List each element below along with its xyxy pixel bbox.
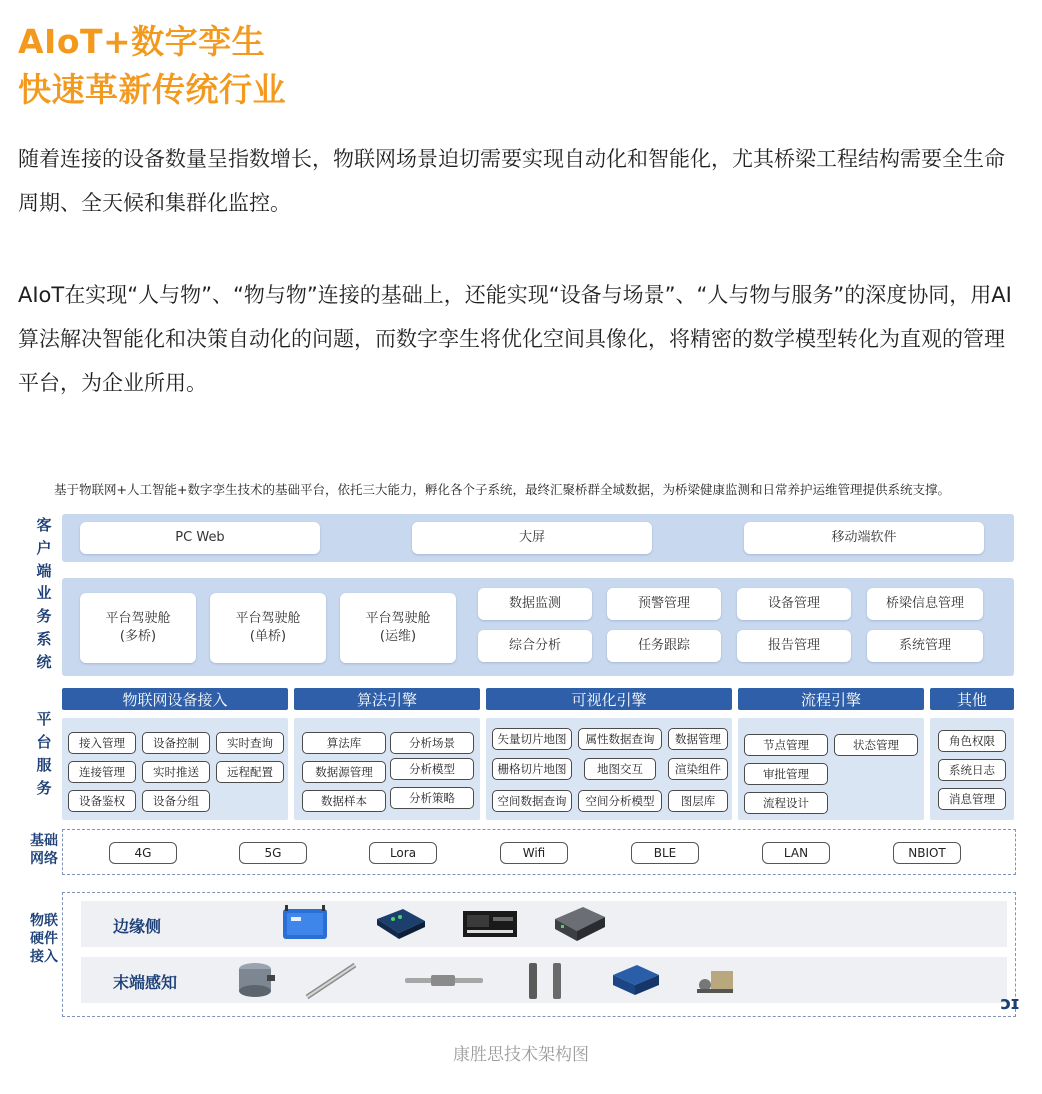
hardware-row-label: 物联 硬件 接入 <box>30 913 58 965</box>
chip-datasource-mgmt: 数据源管理 <box>302 761 386 783</box>
module-analysis: 综合分析 <box>478 630 592 662</box>
algorithm-engine-header: 算法引擎 <box>294 688 480 710</box>
module-system-management: 系统管理 <box>867 630 983 662</box>
chip-data-sample: 数据样本 <box>302 790 386 812</box>
net-lan: LAN <box>762 842 830 864</box>
cockpit-single-bridge <box>210 593 326 663</box>
diagram-intro-text: 基于物联网+人工智能+数字孪生技术的基础平台，依托三大能力，孵化各个子系统，最终汇聚桥群全域数据，为桥梁健康监测和日常养护运维管理提供系统支撑。 <box>54 482 950 497</box>
accelerometer-pair-icon <box>521 961 571 1001</box>
platform-row-label: 平 台 服 务 <box>36 710 52 797</box>
chip-message-mgmt: 消息管理 <box>938 788 1006 810</box>
chip-approval-mgmt: 审批管理 <box>744 763 828 785</box>
net-5g: 5G <box>239 842 307 864</box>
cockpit-operations <box>340 593 456 663</box>
chip-realtime-push: 实时推送 <box>142 761 210 783</box>
intro-paragraph: 随着连接的设备数量呈指数增长，物联网场景迫切需要实现自动化和智能化，尤其桥梁工程结构需要全生命周期、全天候和集群化监控。 <box>18 147 1005 215</box>
din-converter-device-icon <box>373 905 429 943</box>
displacement-sensor-icon <box>233 959 277 1001</box>
chip-map-interaction: 地图交互 <box>584 758 656 780</box>
edge-server-device-icon <box>551 903 609 945</box>
linear-sensor-icon <box>401 971 487 991</box>
chip-attribute-query: 属性数据查询 <box>578 728 662 750</box>
cockpit-single-title: 平台驾驶舱 <box>235 611 301 626</box>
module-data-monitoring: 数据监测 <box>478 588 592 620</box>
chip-access-mgmt: 接入管理 <box>68 732 136 754</box>
client-pc-web: PC Web <box>80 522 320 554</box>
strain-gauge-icon <box>301 961 361 1001</box>
iot-access-header: 物联网设备接入 <box>62 688 288 710</box>
other-header: 其他 <box>930 688 1014 710</box>
module-device-management: 设备管理 <box>737 588 851 620</box>
chip-state-mgmt: 状态管理 <box>834 734 918 756</box>
chip-connection-mgmt: 连接管理 <box>68 761 136 783</box>
client-big-screen: 大屏 <box>412 522 652 554</box>
other-panel <box>930 718 1014 820</box>
terminal-label: 末端感知 <box>113 973 178 992</box>
chip-analysis-scene: 分析场景 <box>390 732 474 754</box>
terminal-strip <box>81 957 1007 1003</box>
net-lora: Lora <box>369 842 437 864</box>
cockpit-ops-sub: (运维) <box>379 629 417 644</box>
chip-device-auth: 设备鉴权 <box>68 790 136 812</box>
net-nbiot: NBIOT <box>893 842 961 864</box>
visual-engine-header: 可视化引擎 <box>486 688 732 710</box>
chip-render-component: 渲染组件 <box>668 758 728 780</box>
algorithm-engine-panel <box>294 718 480 820</box>
module-bridge-info: 桥梁信息管理 <box>867 588 983 620</box>
client-row-label: 客 户 端 <box>36 516 52 580</box>
gateway-device-icon <box>281 905 329 943</box>
chip-device-group: 设备分组 <box>142 790 210 812</box>
iot-access-panel <box>62 718 288 820</box>
edge-strip <box>81 901 1007 947</box>
module-alert-management: 预警管理 <box>607 588 721 620</box>
net-wifi: Wifi <box>500 842 568 864</box>
chip-analysis-strategy: 分析策略 <box>390 787 474 809</box>
chip-node-mgmt: 节点管理 <box>744 734 828 756</box>
chip-data-mgmt: 数据管理 <box>668 728 728 750</box>
chip-workflow-design: 流程设计 <box>744 792 828 814</box>
edge-label: 边缘侧 <box>113 917 162 936</box>
cockpit-single-sub: (单桥) <box>249 629 287 644</box>
network-band <box>62 829 1016 875</box>
hardware-band <box>62 892 1019 1017</box>
cockpit-multi-sub: (多桥) <box>119 629 157 644</box>
chip-realtime-query: 实时查询 <box>216 732 284 754</box>
chip-layer-library: 图层库 <box>668 790 728 812</box>
chip-system-log: 系统日志 <box>938 759 1006 781</box>
watermark-fragment: ɔɪ <box>1000 993 1019 1014</box>
client-band <box>62 514 1014 562</box>
page-title-line1: AIoT+数字孪生 <box>18 22 266 61</box>
page-title-line2: 快速革新传统行业 <box>18 70 286 109</box>
network-row-label: 基础 网络 <box>30 833 58 867</box>
figure-caption: 康胜思技术架构图 <box>453 1045 589 1065</box>
net-ble: BLE <box>631 842 699 864</box>
module-task-tracking: 任务跟踪 <box>607 630 721 662</box>
architecture-diagram <box>30 472 1020 1017</box>
business-band <box>62 578 1014 676</box>
cockpit-ops-title: 平台驾驶舱 <box>365 611 431 626</box>
cockpit-multi-title: 平台驾驶舱 <box>105 611 171 626</box>
chip-raster-tile-map: 栅格切片地图 <box>492 758 572 780</box>
cockpit-multi-bridge <box>80 593 196 663</box>
chip-vector-tile-map: 矢量切片地图 <box>492 728 572 750</box>
data-logger-icon <box>609 961 663 999</box>
business-row-label: 业 务 系 统 <box>36 584 52 671</box>
workflow-engine-header: 流程引擎 <box>738 688 924 710</box>
chip-algorithm-lib: 算法库 <box>302 732 386 754</box>
chip-device-control: 设备控制 <box>142 732 210 754</box>
module-report-management: 报告管理 <box>737 630 851 662</box>
chip-role-permission: 角色权限 <box>938 730 1006 752</box>
chip-analysis-model: 分析模型 <box>390 758 474 780</box>
data-acquisition-device-icon <box>461 907 519 941</box>
tilt-sensor-icon <box>693 963 737 999</box>
chip-spatial-analysis: 空间分析模型 <box>578 790 662 812</box>
net-4g: 4G <box>109 842 177 864</box>
chip-remote-config: 远程配置 <box>216 761 284 783</box>
chip-spatial-query: 空间数据查询 <box>492 790 572 812</box>
aiot-paragraph: AIoT在实现“人与物”、“物与物”连接的基础上，还能实现“设备与场景”、“人与物与服务”的深度协同，用AI算法解决智能化和决策自动化的问题，而数字孪生将优化空间具像化，将精密的数学模型转化为直观的管理平台，为企业所用。 <box>18 283 1012 395</box>
workflow-engine-panel <box>738 718 924 820</box>
client-mobile-app: 移动端软件 <box>744 522 984 554</box>
visual-engine-panel <box>486 718 732 820</box>
